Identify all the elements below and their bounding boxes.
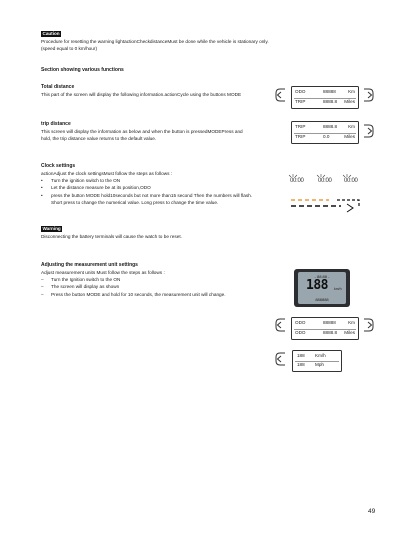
trip-unit: Miles [344,134,355,139]
trip-value: 8888.8 [323,99,338,104]
odo-label: ODO [295,330,306,335]
list-item-text: Press the button MODE and hold for 10 seconds, the measurement unit will change. [51,291,226,297]
odo-label: ODO [295,89,306,94]
mode-button-icon [275,352,287,366]
speed-value: 188 [297,353,305,358]
trip-distance-line-1: This screen will display the information as below and when the button is pressedMODEPress and [41,129,243,134]
speed-unit: Km/h [315,353,326,358]
trip-label: TRIP [295,99,306,104]
speed-value: 188 [297,362,305,367]
trip-unit: Km [348,124,355,129]
unit-display [291,317,359,340]
lcd-speed-unit: km/h [334,287,342,291]
mode-button-icon [275,318,287,332]
odo-unit: Km [348,89,355,94]
speed-unit-display [292,350,342,372]
trip-value: 0.0 [323,134,330,139]
trip-value: 8888.8 [323,124,338,129]
warning-tag: Warning [42,226,61,231]
functions-heading: Section showing various functions [41,67,124,73]
clock-display-1: 00:00 [290,178,304,184]
trip-label: TRIP [295,134,306,139]
list-item-text: Turn the Ignition switch to the ON [51,277,121,283]
clock-settings-intro: actionAdjust the clock settingsMust follow the steps as follows : [41,171,173,176]
clock-settings-heading: Clock settings [41,163,76,169]
warning-text: Disconnecting the battery terminals will cause the watch to be reset. [41,234,182,239]
lcd-top-readout: - 88:88 - [314,274,330,279]
odo-unit: Km [348,320,355,325]
odo-value: 88888 [323,320,336,325]
dash-marker: – [41,277,44,283]
caution-tag: Caution [42,31,60,36]
list-item [41,283,226,290]
unit-settings-intro: Adjust measurement units Must follow the steps as follows : [41,270,165,275]
dash-marker: – [41,284,44,290]
mode-button-icon [275,88,287,102]
flash-rays-icon [285,172,370,184]
bullet: • [41,192,43,198]
caution-line-1: Procedure for resetting the warning lightactionCheckdistanceMust be done while the vehicle is stationary only. [41,39,269,44]
dashboard-photo [294,269,350,307]
mode-button-icon [362,318,374,332]
warning-section [41,226,182,240]
trip-unit: Miles [344,99,355,104]
list-item-text: press the button MODE hold10seconds but not more than15 second Then the numbers will flash. [51,192,253,198]
trip-distance-section [41,121,243,142]
clock-display-3: 00:00 [344,178,358,184]
list-item-text: Let the distance measure be at its position,ODO [51,185,151,191]
total-distance-section [41,84,241,98]
trip-distance-heading: trip distance [41,121,71,127]
list-item [41,291,226,298]
list-item [41,276,226,283]
bullet: • [41,178,43,184]
list-item [41,184,252,191]
page-number: 49 [368,508,376,515]
dash-marker: – [41,291,44,297]
list-item [41,177,252,184]
list-item-text: Short press to change the numerical value. Long press to change the time value. [51,199,219,205]
total-distance-text: This part of the screen will display the following information.actionCycle using the buttons MODE [41,92,242,97]
clock-display-2: 00:00 [318,178,332,184]
mode-button-icon [362,88,374,102]
unit-settings-section [41,262,226,298]
caution-line-2: (speed equal to 0 km/hour) [41,46,98,52]
lcd-screen [298,272,346,304]
total-distance-heading: Total distance [41,84,75,90]
mode-button-icon [362,124,374,138]
lcd-speed: 188 [306,278,328,293]
total-distance-display [291,86,359,109]
lcd-bottom-readout: 888888 [315,297,329,302]
speed-unit: Mph [315,362,324,367]
list-item-text: The screen will display as shown [51,284,120,290]
trip-label: TRIP [295,124,306,129]
caution-section [41,31,269,52]
odo-value: 88888 [323,89,336,94]
dashboard-segment-icon [41,194,365,224]
trip-distance-display [291,121,359,144]
odo-unit: Miles [344,330,355,335]
trip-distance-line-2: hold, the trip distance value returns to the default value. [41,136,157,142]
odo-value: 8888.8 [323,330,338,335]
odo-label: ODO [295,320,306,325]
bullet: • [41,185,43,191]
list-item-text: Turn the ignition switch to the ON [51,178,121,184]
unit-settings-heading: Adjusting the measurement unit settings [41,262,138,268]
